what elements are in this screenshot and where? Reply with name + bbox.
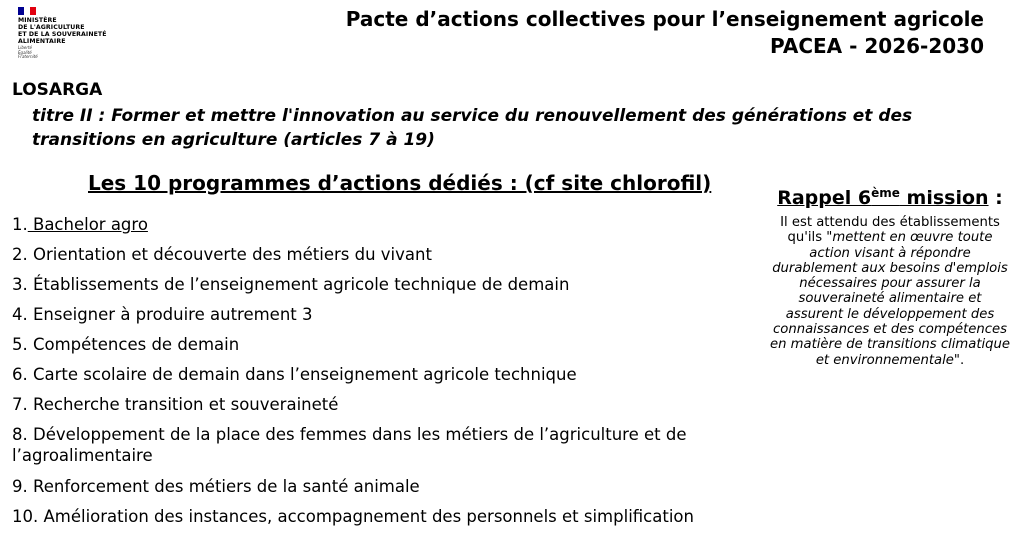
list-item	[12, 274, 757, 304]
organization-name: LOSARGA	[12, 80, 103, 100]
item-label: Amélioration des instances, accompagnement des personnels et simplification	[38, 507, 694, 526]
item-number: 3.	[12, 275, 28, 294]
item-label: Recherche transition et souveraineté	[27, 395, 339, 414]
item-number: 10.	[12, 507, 39, 526]
list-item[interactable]	[12, 214, 757, 244]
item-number: 7.	[12, 395, 28, 414]
list-item	[12, 334, 757, 364]
ministry-name	[18, 17, 138, 45]
title-prefix: Rappel 6	[777, 187, 872, 209]
ministry-line: ALIMENTAIRE	[18, 38, 66, 45]
item-label: Enseigner à produire autrement 3	[27, 305, 313, 324]
ministry-line: MINISTÈRE	[18, 17, 57, 24]
header-subtitle: PACEA - 2026-2030	[770, 34, 984, 58]
item-label: Renforcement des métiers de la santé animale	[27, 477, 420, 496]
mission-reminder	[764, 186, 1016, 368]
list-item	[12, 506, 757, 536]
reminder-title-underlined	[777, 187, 988, 209]
page-header	[346, 6, 984, 60]
list-item	[12, 244, 757, 274]
item-number: 6.	[12, 365, 28, 384]
item-number: 1.	[12, 215, 28, 234]
item-label: Compétences de demain	[27, 335, 240, 354]
item-number: 2.	[12, 245, 28, 264]
header-title: Pacte d’actions collectives pour l’enseignement agricole	[345, 7, 984, 31]
programmes-heading: Les 10 programmes d’actions dédiés : (cf site chlorofil)	[88, 171, 712, 195]
item-number: 4.	[12, 305, 28, 324]
ministry-logo	[18, 7, 138, 60]
law-title: titre II : Former et mettre l'innovation au service du renouvellement des générations et des transitions en agriculture (articles 7 à 19)	[32, 106, 913, 150]
item-label: Développement de la place des femmes dans les métiers de l’agriculture et de l’agroalimentaire	[12, 425, 687, 465]
item-number: 8.	[12, 425, 28, 444]
ministry-line: ET DE LA SOUVERAINETÉ	[18, 31, 107, 38]
title-superscript: ème	[871, 186, 900, 200]
reminder-outro: ".	[953, 352, 965, 368]
item-label: Établissements de l’enseignement agricole technique de demain	[27, 275, 570, 294]
motto-line: Fraternité	[18, 54, 38, 59]
motto-line: Égalité	[18, 49, 32, 55]
reminder-title	[764, 186, 1016, 209]
list-item	[12, 394, 757, 424]
flag-red	[30, 7, 36, 15]
french-republic-marianne-logo	[18, 7, 36, 15]
reminder-intro: Il est attendu des établissements qu'ils "	[780, 215, 1000, 246]
title-colon: :	[988, 187, 1003, 209]
title-suffix: mission	[899, 187, 989, 209]
item-label: Carte scolaire de demain dans l’enseignement agricole technique	[27, 365, 577, 384]
motto-line: Liberté	[18, 45, 33, 50]
reminder-quote: mettent en œuvre toute action visant à répondre durablement aux besoins d'emplois nécessaires pour assurer la souveraineté alimentaire et assurent le développement des connaissances et des compétences en matière de transitions climatique et environnementale	[770, 230, 1011, 368]
item-label: Orientation et découverte des métiers du vivant	[27, 245, 432, 264]
item-number: 5.	[12, 335, 28, 354]
bachelor-agro-link[interactable]: Bachelor agro	[27, 215, 148, 234]
republic-motto	[18, 46, 138, 60]
item-number: 9.	[12, 477, 28, 496]
programmes-list	[12, 214, 757, 536]
reminder-text	[764, 215, 1016, 368]
list-item	[12, 364, 757, 394]
list-item	[12, 304, 757, 334]
list-item	[12, 424, 757, 476]
ministry-line: DE L'AGRICULTURE	[18, 24, 85, 31]
list-item	[12, 476, 757, 506]
